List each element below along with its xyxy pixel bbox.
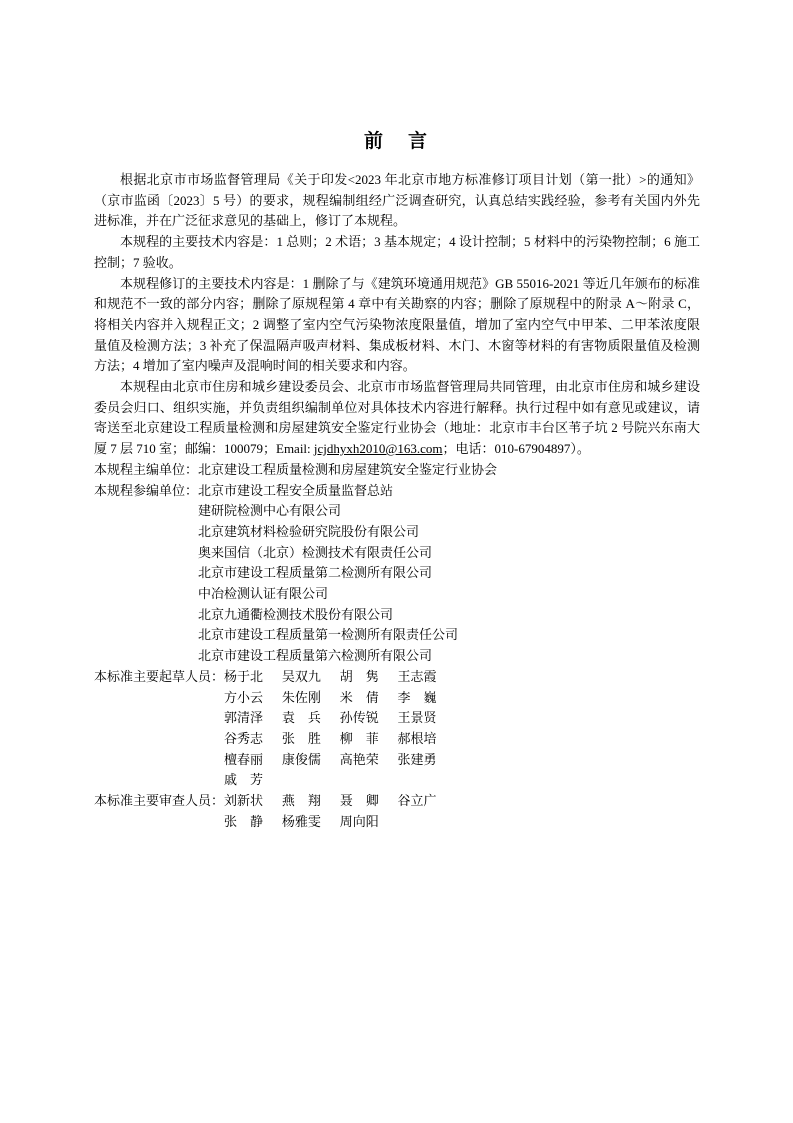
participating-unit: 北京市建设工程安全质量监督总站 (198, 482, 394, 498)
drafter-name: 胡 隽 (339, 668, 379, 684)
chief-editor-value: 北京建设工程质量检测和房屋建筑安全鉴定行业协会 (198, 461, 498, 477)
drafter-name: 张建勇 (397, 751, 437, 767)
participants-first-line (94, 481, 700, 502)
participating-unit: 中冶检测认证有限公司 (198, 586, 329, 602)
paragraph-management (94, 377, 700, 460)
drafters-block (94, 667, 700, 791)
participating-unit: 北京市建设工程质量第二检测所有限公司 (198, 565, 433, 581)
drafters-line (94, 688, 700, 709)
drafters-line (94, 708, 700, 729)
drafter-name: 高艳荣 (339, 751, 379, 767)
reviewers-first-line (94, 791, 700, 812)
reviewer-name: 聂 卿 (339, 793, 379, 809)
paragraph-main-contents: 本规程的主要技术内容是：1 总则；2 术语；3 基本规定；4 设计控制；5 材料中的污染物控制；6 施工控制；7 验收。 (94, 234, 700, 270)
participants-block (94, 481, 700, 667)
reviewers-line (94, 812, 700, 833)
drafter-name: 杨于北 (224, 668, 264, 684)
drafter-name: 王景贤 (397, 710, 437, 726)
paragraph-management-text: 本规程由北京市住房和城乡建设委员会、北京市市场监督管理局共同管理，由北京市住房和城乡建设委员会归口、组织实施，并负责组织编制单位对具体技术内容进行解释。执行过程中如有意见或建议，请寄送至北京建设工程质量检测和房屋建筑安全鉴定行业协会（地址：北京市丰台区苇子坑 2 号院兴东南大厦 7 层 710 室；邮编：100079；Email: (94, 379, 700, 457)
drafter-name: 孙传锐 (339, 710, 379, 726)
page-title: 前 言 (363, 131, 430, 152)
participating-unit: 建研院检测中心有限公司 (198, 503, 342, 519)
reviewer-name: 刘新状 (224, 793, 264, 809)
chief-editor-line (94, 460, 700, 481)
drafter-name: 郝根培 (397, 730, 437, 746)
drafter-name: 檀春丽 (224, 751, 264, 767)
drafters-line (94, 750, 700, 771)
paragraph-revision-contents: 本规程修订的主要技术内容是：1 删除了与《建筑环境通用规范》GB 55016-2021 等近几年颁布的标准和规范不一致的部分内容；删除了原规程第 4 章中有关勘察的内容；删除了原规程中的附录 A～附录 C，将相关内容并入规程正文；2 调整了室内空气污染物浓度限量值，增加了室内空气中甲苯、二甲苯浓度限量值及检测方法；3 补充了保温隔声吸声材料、集成板材料、木门、木窗等材料的有害物质限量值及检测方法；4 增加了室内噪声及混响时间的相关要求和内容。 (94, 275, 700, 374)
participating-unit: 北京市建设工程质量第六检测所有限公司 (198, 648, 433, 664)
drafters-label: 本标准主要起草人员： (94, 668, 225, 684)
drafter-name: 王志霞 (397, 668, 437, 684)
drafter-name: 米 倩 (339, 689, 379, 705)
reviewer-name: 杨雅雯 (281, 813, 321, 829)
participating-unit: 北京市建设工程质量第一检测所有限责任公司 (198, 627, 459, 643)
reviewers-label: 本标准主要审查人员： (94, 793, 225, 809)
participants-label: 本规程参编单位： (94, 482, 199, 498)
drafters-first-line (94, 667, 700, 688)
drafter-name: 戚 芳 (224, 772, 264, 788)
drafter-name: 张 胜 (281, 730, 321, 746)
drafter-name: 柳 菲 (339, 730, 379, 746)
reviewer-name: 谷立广 (397, 793, 437, 809)
chief-editor-label: 本规程主编单位： (94, 461, 199, 477)
reviewer-name: 周向阳 (339, 813, 379, 829)
email-link[interactable]: jcjdhyxh2010@163.com (313, 441, 443, 457)
participating-unit: 北京九通衢检测技术股份有限公司 (198, 606, 394, 622)
drafter-name: 李 巍 (397, 689, 437, 705)
paragraph-management-tail: ；电话：010-67904897）。 (442, 441, 590, 457)
drafter-name: 朱佐刚 (281, 689, 321, 705)
reviewer-name: 张 静 (224, 813, 264, 829)
participating-unit: 北京建筑材料检验研究院股份有限公司 (198, 523, 420, 539)
drafter-name: 谷秀志 (224, 730, 264, 746)
drafters-line (94, 729, 700, 750)
paragraph-basis: 根据北京市市场监督管理局《关于印发<2023 年北京市地方标准修订项目计划（第一批）>的通知》（京市监函〔2023〕5 号）的要求，规程编制组经广泛调查研究，认真总结实践经验，参考有关国内外先进标准，并在广泛征求意见的基础上，修订了本规程。 (94, 172, 700, 229)
drafter-name: 方小云 (224, 689, 264, 705)
reviewer-name: 燕 翔 (281, 793, 321, 809)
drafter-name: 郭清泽 (224, 710, 264, 726)
participating-unit: 奥来国信（北京）检测技术有限责任公司 (198, 544, 433, 560)
drafter-name: 吴双九 (281, 668, 321, 684)
document-content (94, 131, 700, 833)
drafter-name: 袁 兵 (281, 710, 321, 726)
reviewers-block (94, 791, 700, 832)
drafter-name: 康俊儒 (281, 751, 321, 767)
drafters-line (94, 770, 700, 791)
